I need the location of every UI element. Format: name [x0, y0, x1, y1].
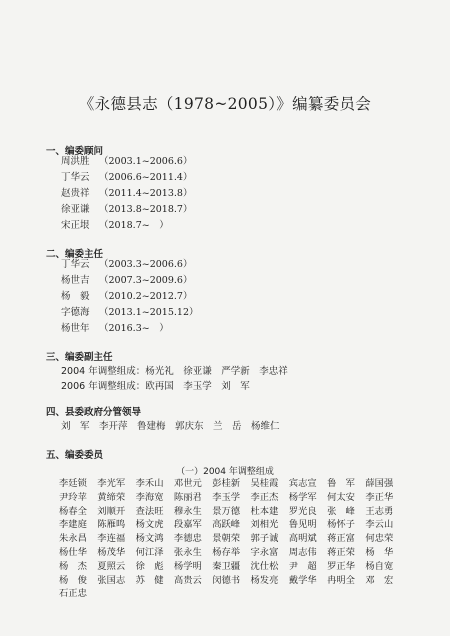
member-name: 尹玲苹	[59, 491, 87, 503]
member-name: 邓世元	[173, 478, 202, 489]
member-name: 周志伟	[288, 546, 317, 558]
leaders-names: 刘 军 李开萍 鲁建梅 郭庆东 兰 岳 杨维仁	[61, 421, 280, 432]
member-name: 杜本建	[250, 505, 279, 517]
member-name: 杨学军	[288, 491, 317, 503]
member-name: 李正杰	[250, 491, 279, 503]
advisor-item: 徐亚谦 （2013.8~2018.7）	[61, 204, 193, 215]
section-heading-directors: 二、编委主任	[46, 249, 104, 260]
advisor-item: 赵贵祥 （2011.4~2013.8）	[61, 188, 193, 199]
member-name: 郭子诚	[250, 533, 279, 545]
advisor-item: 周洪胜 （2003.1~2006.6）	[61, 156, 193, 167]
member-name: 夏照云	[97, 560, 126, 572]
member-name: 李禾山	[135, 478, 164, 489]
member-name: 杨 俊	[59, 574, 87, 586]
member-name: 徐 彪	[135, 560, 164, 572]
member-name: 李云山	[365, 519, 394, 531]
member-name: 鲁见明	[288, 519, 317, 531]
member-name: 杨发亮	[250, 574, 279, 586]
member-name: 杨学明	[173, 560, 202, 572]
page-title: 《永德县志（1978~2005）》编纂委员会	[78, 95, 372, 113]
member-name: 高明斌	[288, 533, 317, 545]
member-name: 蒋正荣	[327, 546, 355, 558]
member-name: 杨文虎	[135, 519, 164, 531]
director-item: 杨世吉 （2007.3~2009.6）	[61, 275, 193, 286]
member-name: 穆永生	[173, 505, 202, 517]
member-name: 李德忠	[173, 533, 202, 545]
member-name: 杨文鸿	[135, 533, 164, 545]
member-name: 薛国强	[365, 478, 394, 489]
member-name: 吴桂霞	[250, 478, 279, 489]
director-item: 杨 毅 （2010.2~2012.7）	[61, 291, 193, 302]
member-name: 杨仕华	[59, 546, 87, 558]
member-name: 宾志宣	[288, 478, 317, 489]
director-item: 杨世年 （2016.3~ ）	[61, 323, 169, 334]
member-name: 高贵云	[173, 574, 202, 586]
member-name: 陈丽君	[173, 491, 202, 503]
member-name: 李光军	[97, 478, 126, 489]
member-name: 沈仕松	[250, 560, 279, 572]
advisor-item: 丁华云 （2006.6~2011.4）	[61, 172, 193, 183]
member-name: 朱永昌	[59, 533, 87, 545]
member-name: 张永生	[173, 546, 202, 558]
director-item: 丁华云 （2003.3~2006.6）	[61, 259, 193, 270]
advisor-item: 宋正垠 （2018.7~ ）	[61, 220, 169, 231]
member-name: 李连福	[97, 533, 126, 545]
member-name: 蒋正富	[327, 533, 355, 545]
member-name: 李建庭	[59, 519, 87, 531]
member-name: 冉明全	[327, 574, 355, 586]
member-name: 陈雁鸣	[97, 519, 126, 531]
member-name: 查法旺	[135, 505, 164, 517]
member-name: 景万德	[212, 505, 241, 517]
member-name: 何江泽	[135, 546, 164, 558]
members-subheading: （一）2004 年调整组成	[176, 467, 274, 477]
member-name: 罗正华	[327, 560, 355, 572]
members-grid	[59, 477, 399, 601]
member-name: 杨存举	[212, 546, 241, 558]
member-name: 杨 华	[365, 546, 394, 558]
member-name: 秦卫疆	[212, 560, 241, 572]
director-item: 字德海 （2013.1~2015.12）	[61, 307, 199, 318]
member-name: 罗光良	[288, 505, 317, 517]
deputy-line: 2004 年调整组成：杨光礼 徐亚谦 严学新 李忠祥	[61, 366, 288, 377]
member-name: 高跃峰	[212, 519, 241, 531]
member-name: 李海宽	[135, 491, 164, 503]
member-name: 杨自宽	[365, 560, 394, 572]
member-name: 戴学华	[288, 574, 317, 586]
member-name: 李正华	[365, 491, 394, 503]
member-name: 李廷锁	[59, 478, 87, 489]
member-name: 张 峰	[327, 505, 355, 517]
member-name: 杨怀子	[327, 519, 355, 531]
member-name: 李玉学	[212, 491, 241, 503]
member-name: 段嘉军	[173, 519, 202, 531]
member-name: 刘相光	[250, 519, 279, 531]
member-name: 何忠荣	[365, 533, 394, 545]
section-heading-members: 五、编委委员	[46, 450, 104, 461]
member-name: 王志勇	[365, 505, 394, 517]
section-heading-advisors: 一、编委顾问	[46, 146, 104, 157]
member-name: 何太安	[327, 491, 355, 503]
section-heading-deputies: 三、编委副主任	[46, 352, 113, 363]
member-name: 刘顺开	[97, 505, 126, 517]
member-name: 彭桂新	[212, 478, 241, 489]
member-name: 张国志	[97, 574, 126, 586]
deputy-line: 2006 年调整组成：欧再国 李玉学 刘 军	[61, 381, 250, 392]
member-name: 景朝荣	[212, 533, 241, 545]
member-name: 尹 超	[288, 560, 317, 572]
member-name: 黄缔荣	[97, 491, 126, 503]
member-name: 苏 健	[135, 574, 164, 586]
member-name: 闵德书	[212, 574, 241, 586]
member-name: 邓 宏	[365, 574, 394, 586]
member-name: 杨 杰	[59, 560, 87, 572]
member-name: 杨春全	[59, 505, 87, 517]
member-name: 杨茂华	[97, 546, 126, 558]
member-name: 字永富	[250, 546, 279, 558]
member-name: 鲁 军	[327, 478, 355, 489]
member-name: 石正忠	[59, 588, 87, 600]
section-heading-leaders: 四、县委政府分管领导	[46, 407, 142, 418]
